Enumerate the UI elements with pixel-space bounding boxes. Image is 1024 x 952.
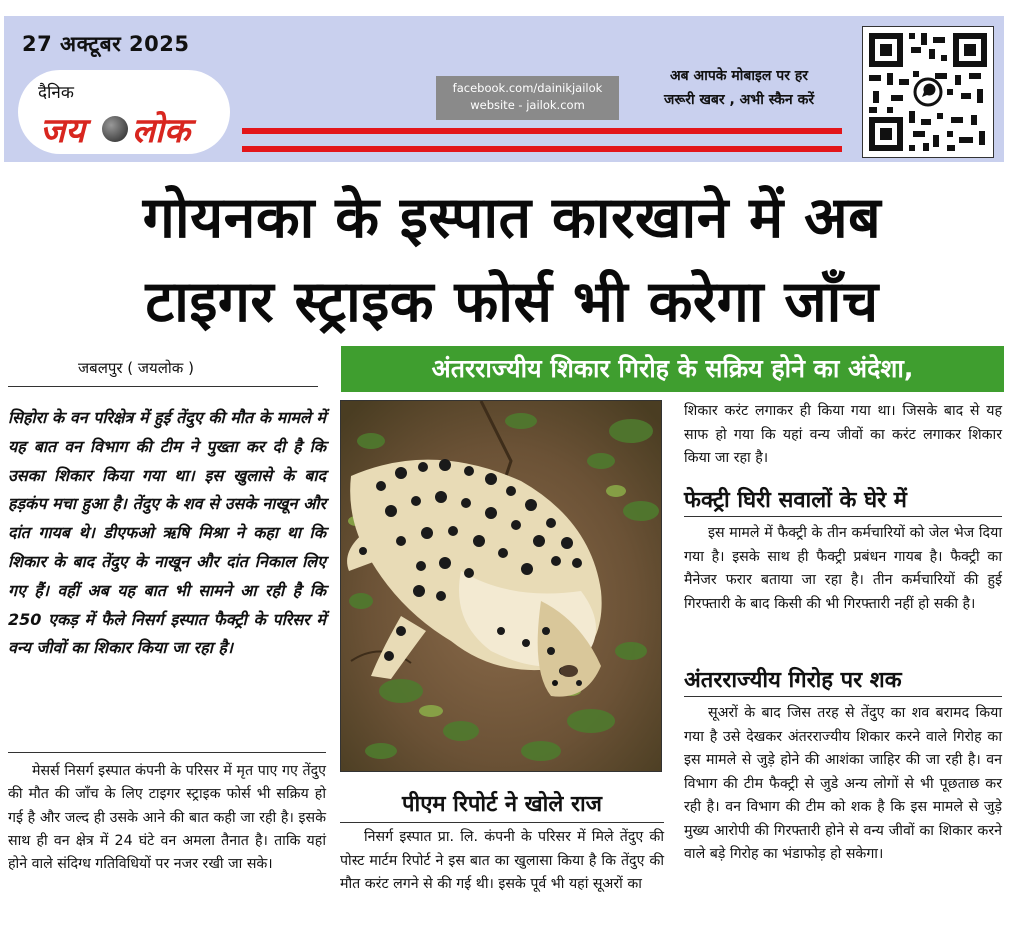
divider bbox=[340, 822, 664, 823]
divider bbox=[684, 516, 1002, 517]
gang-body: सूअरों के बाद जिस तरह से तेंदुए का शव बरामद किया गया है उसे देखकर अंतरराज्यीय शिकार करने वाले गिरोह का इस मामले से जुड़े होने की आशंका जाहिर की जा रही है। वन विभाग की टीम फैक्ट्री से जुडे अन्य लोगों से भी पूछताछ कर रही है। वन विभाग की टीम को शक है कि इस मामले से जुड़े मुख्य आरोपी की गिरफ्तारी होने से वन्य जीवों का शिकार करने वाले बड़े गिरोह का भंडाफोड़ हो सकेगा। bbox=[684, 705, 1002, 862]
headline-line-2: टाइगर स्ट्राइक फोर्स भी करेगा जाँच bbox=[145, 269, 879, 335]
lead-paragraph: सिहोरा के वन परिक्षेत्र में हुई तेंदुए की मौत के मामले में यह बात वन विभाग की टीम ने पुख्ता कर दी है कि उसका शिकार किया गया था। इस खुलासे के बाद हड़कंप मचा हुआ है। तेंदुए के शव से उसके नाखून और दांत गायब थे। डीएफओ ऋषि मिश्रा ने कहा था कि शिकार के बाद तेंदुए के नाखून और दांत निकाल लिए गए हैं। वहीं अब यह बात भी सामने आ रही है कि 250 एकड़ में फैले निसर्ग इस्पात फैक्ट्री के परिसर में वन्य जीवों का शिकार किया जा रहा है। bbox=[8, 408, 326, 658]
headline bbox=[10, 176, 1014, 344]
social-links-box bbox=[436, 76, 619, 120]
pm-report-body: निसर्ग इस्पात प्रा. लि. कंपनी के परिसर में मिले तेंदुए की पोस्ट मार्टम रिपोर्ट ने इस बात का खुलासा किया है कि तेंदुए की मौत करंट लगने से की गई थी। इसके पूर्व भी यहां सूअरों का bbox=[340, 829, 664, 892]
headline-line-1: गोयनका के इस्पात कारखाने में अब bbox=[142, 185, 882, 251]
divider bbox=[684, 696, 1002, 697]
issue-date: 27 अक्टूबर 2025 bbox=[22, 32, 190, 56]
factory-body: इस मामले में फैक्ट्री के तीन कर्मचारियों को जेल भेज दिया गया है। इसके साथ ही फैक्ट्री प्रबंधन गायब है। फैक्ट्री का मैनेजर फरार बताया जा रहा है। तीन कर्मचारियों की हुई गिरफ्तारी के बाद किसी की भी गिरफ्तारी नहीं हो सकी है। bbox=[684, 525, 1002, 612]
facebook-link[interactable]: facebook.com/dainikjailok bbox=[452, 81, 603, 95]
left-body-paragraph: मेसर्स निसर्ग इस्पात कंपनी के परिसर में मृत पाए गए तेंदुए की मौत की जाँच के लिए टाइगर स्ट्राइक फोर्स भी सक्रिय हो गई है और जल्द ही उसके आने की बात कही जा रही है। इसके साथ ही वन क्षेत्र में 24 घंटे वन अमला तैनात है। ताकि यहां होने वाले संदिग्ध गतिविधियों पर नजर रखी जा सके। bbox=[8, 763, 326, 873]
qr-code-graphic bbox=[863, 27, 993, 157]
logo-prefix: दैनिक bbox=[38, 83, 74, 103]
subheadline-banner: अंतरराज्यीय शिकार गिरोह के सक्रिय होने का अंदेशा, bbox=[341, 346, 1004, 392]
masthead-rule-top bbox=[242, 128, 842, 134]
scan-prompt bbox=[636, 64, 842, 112]
right-continuation: शिकार करंट लगाकर ही किया गया था। जिसके बाद से यह साफ हो गया कि यहां वन्य जीवों का करंट लगाकर शिकार किया जा रहा है। bbox=[684, 403, 1002, 466]
logo-word-lok: लोक bbox=[132, 111, 190, 151]
masthead-rule-bottom bbox=[242, 146, 842, 152]
pm-report-heading: पीएम रिपोर्ट ने खोले राज bbox=[402, 792, 602, 817]
divider bbox=[8, 752, 326, 753]
scan-prompt-line1: अब आपके मोबाइल पर हर bbox=[669, 68, 809, 84]
website-link[interactable]: website - jailok.com bbox=[470, 98, 585, 112]
leopard-photo-graphic bbox=[341, 401, 661, 771]
qr-code-icon[interactable] bbox=[862, 26, 994, 158]
logo-word-jai: जय bbox=[40, 111, 85, 151]
globe-icon bbox=[102, 116, 128, 142]
leopard-photo bbox=[340, 400, 662, 772]
scan-prompt-line2: जरूरी खबर , अभी स्कैन करें bbox=[663, 92, 815, 108]
factory-heading: फेक्ट्री घिरी सवालों के घेरे में bbox=[684, 488, 907, 513]
gang-heading: अंतरराज्यीय गिरोह पर शक bbox=[684, 668, 902, 693]
dateline: जबलपुर ( जयलोक ) bbox=[78, 359, 194, 377]
divider bbox=[8, 386, 318, 387]
